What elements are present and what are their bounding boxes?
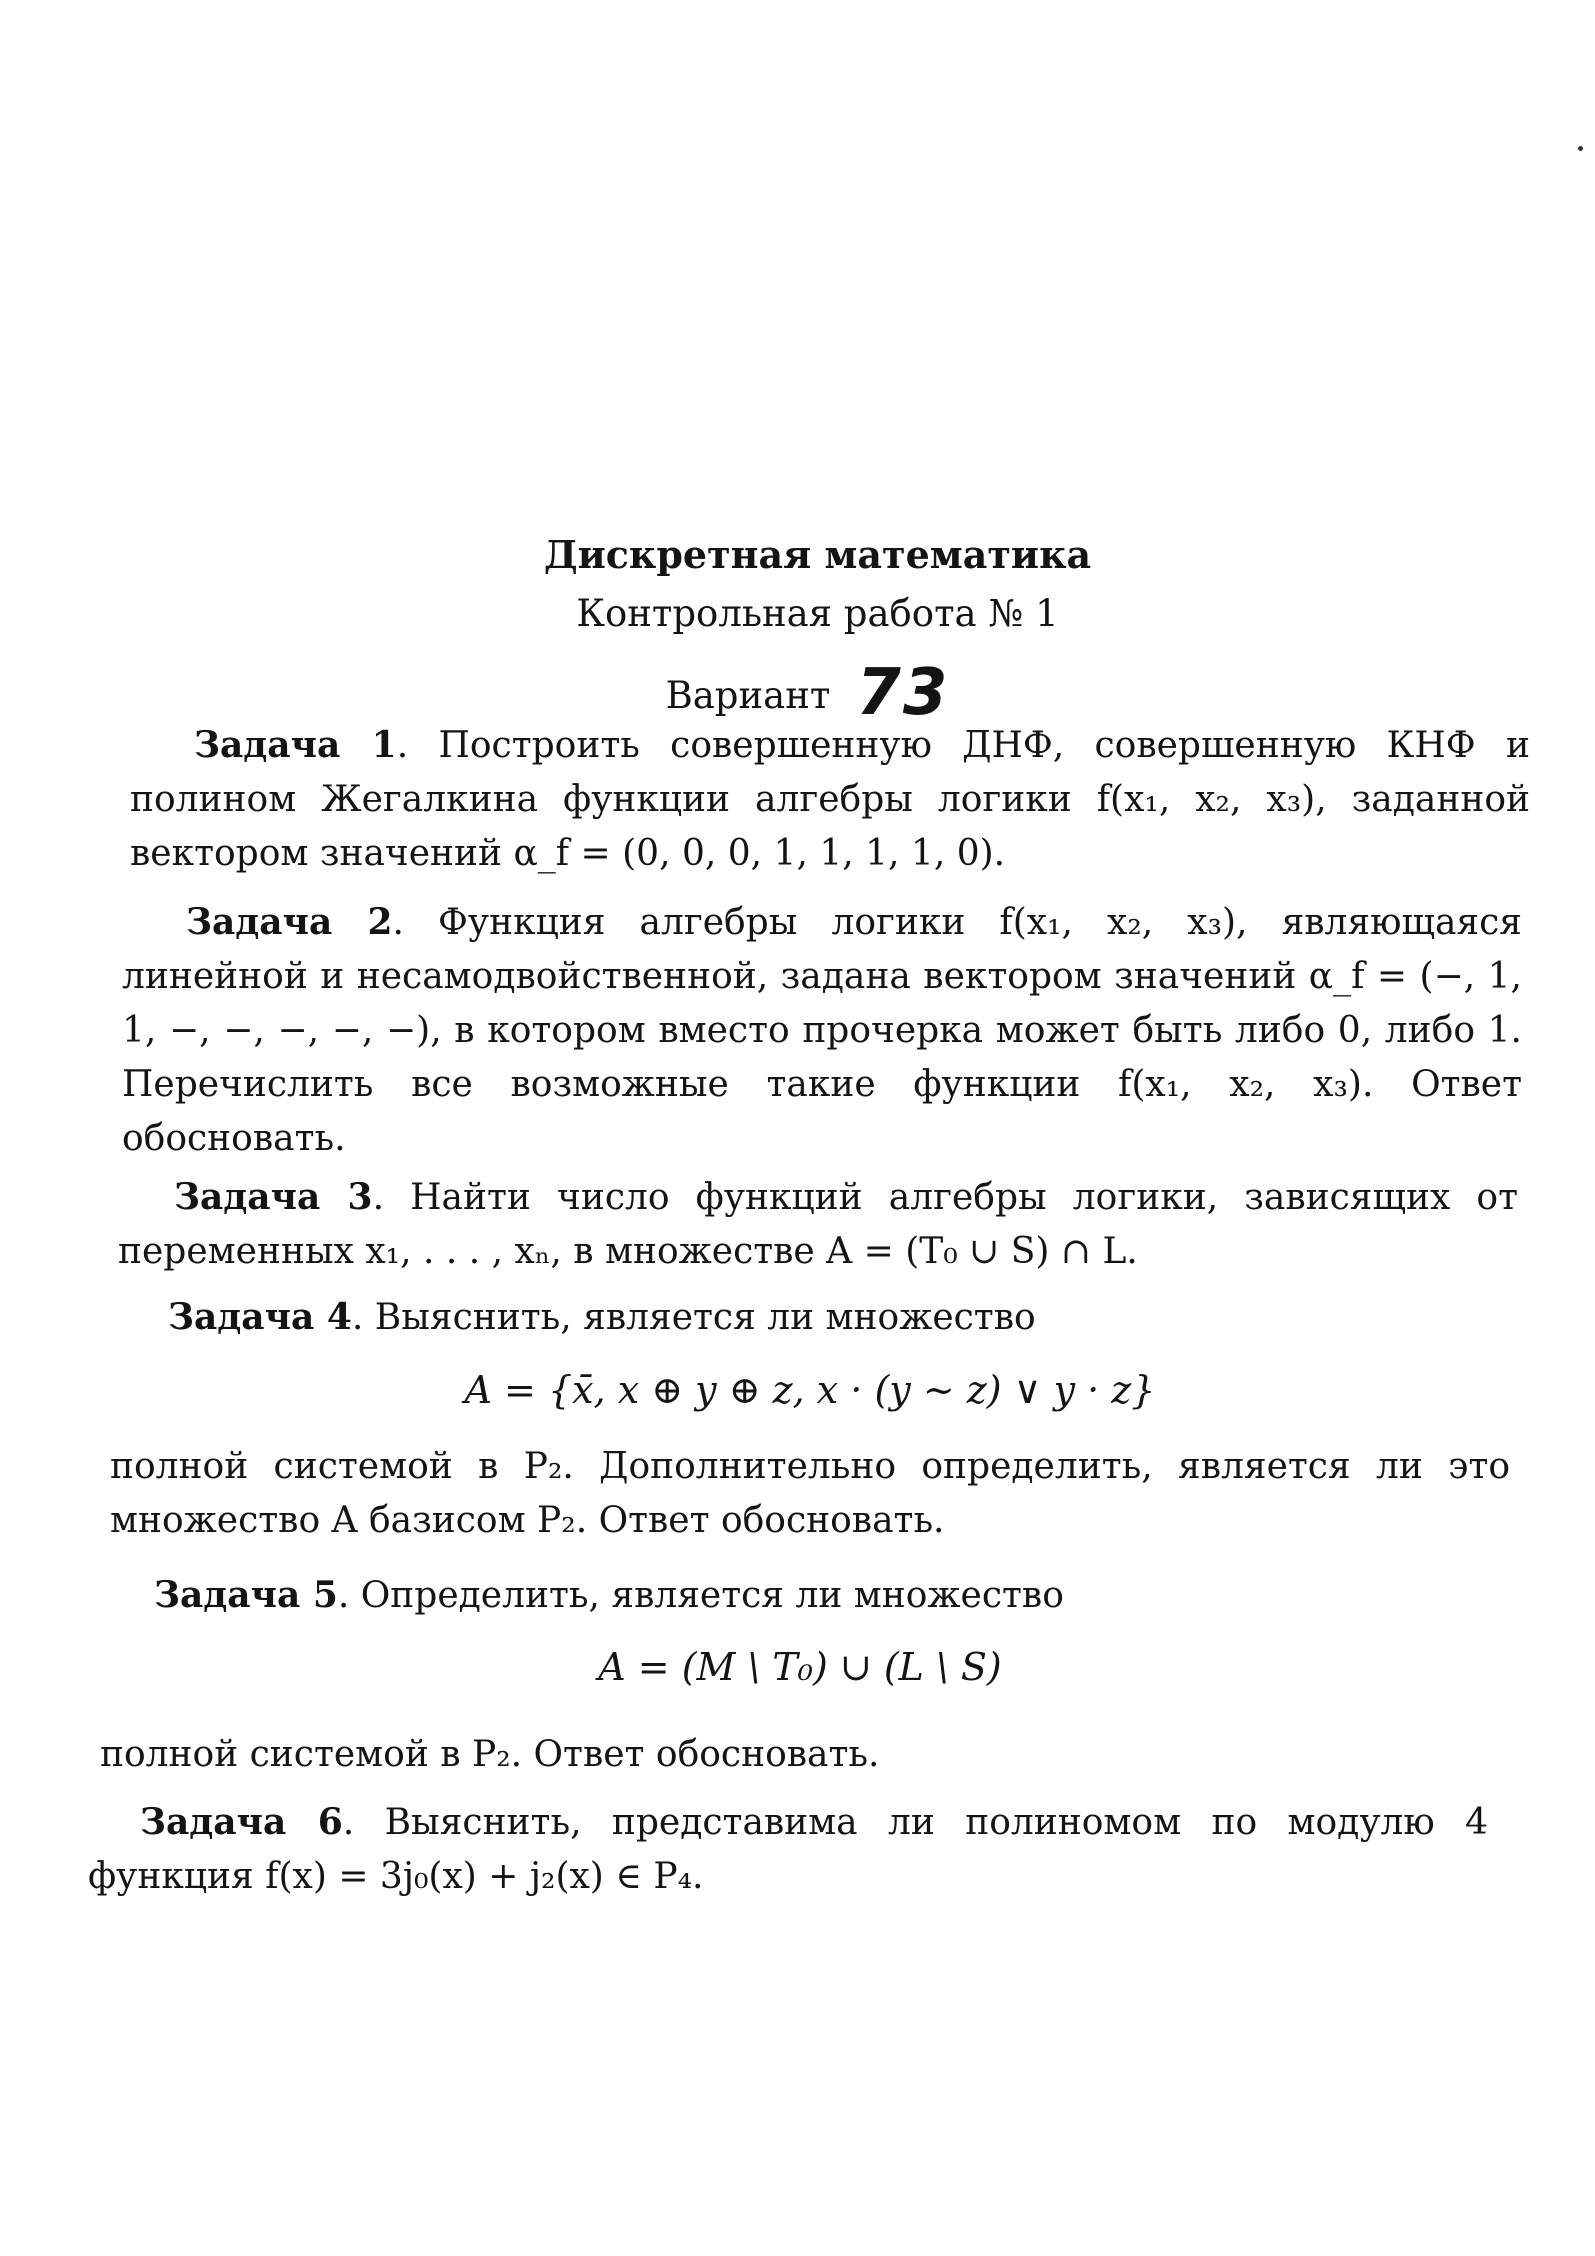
task-4 — [110, 1290, 1510, 1345]
task-4-formula: A = {x̄, x ⊕ y ⊕ z, x · (y ∼ z) ∨ y · z} — [464, 1368, 1156, 1412]
task-label: Задача 3 — [174, 1176, 373, 1218]
task-5-formula: A = (M \ T₀) ∪ (L \ S) — [598, 1645, 1002, 1689]
task-label: Задача 6 — [140, 1801, 343, 1843]
task-text: . Определить, является ли множество — [337, 1575, 1064, 1616]
variant-number-handwritten: 73 — [856, 656, 950, 730]
document-subtitle: Контрольная работа № 1 — [576, 592, 1059, 635]
task-5 — [100, 1568, 1500, 1623]
document-title: Дискретная математика — [543, 532, 1092, 577]
task-text: . Построить совершенную ДНФ, совершенную КНФ и полином Жегалкина функции алгебры логики f(x₁, x₂, x₃), заданной вектором значений α_f = (0, 0, 0, 1, 1, 1, 1, 0). — [130, 725, 1530, 874]
task-text: . Функция алгебры логики f(x₁, x₂, x₃), являющаяся линейной и несамодвойственной, задана вектором значений α_f = (−, 1, 1, −, −, −, −, −), в котором вместо прочерка может быть либо 0, либо 1. Перечислить все возможные такие функции f(x₁, x₂, x₃). Ответ обосновать. — [122, 902, 1522, 1159]
task-4-continuation: полной системой в P₂. Дополнительно определить, является ли это множество A базисом P₂. Ответ обосновать. — [110, 1446, 1510, 1541]
task-text: . Выяснить, представима ли полиномом по модулю 4 функция f(x) = 3j₀(x) + j₂(x) ∈ P₄. — [88, 1802, 1488, 1897]
variant-label: Вариант — [665, 674, 831, 717]
task-6 — [88, 1795, 1488, 1904]
task-2 — [122, 895, 1522, 1166]
task-label: Задача 2 — [186, 901, 393, 943]
task-3 — [118, 1170, 1518, 1279]
task-text: . Найти число функций алгебры логики, зависящих от переменных x₁, . . . , xₙ, в множестве A = (T₀ ∪ S) ∩ L. — [118, 1177, 1518, 1272]
task-text: . Выяснить, является ли множество — [351, 1297, 1036, 1338]
task-label: Задача 4 — [168, 1296, 352, 1338]
task-label: Задача 1 — [194, 724, 397, 766]
scan-speck — [1578, 146, 1583, 151]
task-5-continuation: полной системой в P₂. Ответ обосновать. — [100, 1734, 880, 1775]
task-1 — [130, 718, 1530, 881]
variant-line — [10, 650, 1595, 730]
task-label: Задача 5 — [154, 1574, 338, 1616]
